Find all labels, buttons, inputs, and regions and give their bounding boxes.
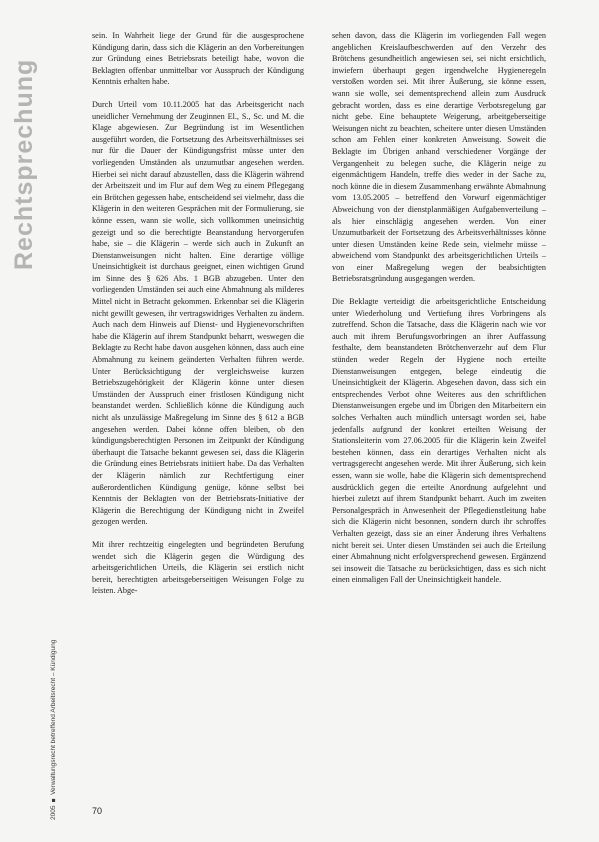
footer-note: 2005 ■ Verwaltungsrecht betreffend Arbeitsrecht – Kündigung bbox=[50, 639, 57, 820]
section-title: Rechtsprechung bbox=[10, 58, 38, 270]
left-column bbox=[92, 30, 304, 608]
paragraph: Durch Urteil vom 10.11.2005 hat das Arbeitsgericht nach uneidlicher Vernehmung der Zeuginnen El., S., Sc. und M. die Klage abgewiesen. Zur Begründung ist im Wesentlichen ausgeführt worden, die Fortsetzung des Arbeitsverhältnisses sei nur für die Dauer der Kündigungsfrist müsse unter den vorliegenden Umständen als unzumutbar angesehen werden. Hierbei sei nicht darauf abzustellen, dass die Klägerin während der Arbeitszeit und im Flur auf dem Weg zu einem Pflegegang ein Brötchen gegessen habe, entscheidend sei vielmehr, dass die Klägerin in den weiteren Gesprächen mit der Formulierung, sie könne essen, wann sie wolle, sich vollkommen uneinsichtig gezeigt und so die berechtigte Beanstandung hervorgerufen habe, sie – die Klägerin – werde sich auch in Zukunft an Dienstanweisungen nicht halten. Eine derartige völlige Uneinsichtigkeit ist durchaus geeignet, einen wichtigen Grund im Sinne des § 626 Abs. 1 BGB abzugeben. Unter den vorliegenden Umständen sei auch eine Abmahnung als milderes Mittel nicht in Betracht gekommen. Erkennbar sei die Klägerin nicht gewillt gewesen, ihr vertragswidriges Verhalten zu ändern. Auch nach dem Hinweis auf Dienst- und Hygienevorschriften habe die Klägerin auf ihrem Standpunkt beharrt, weswegen die Beklagte zu Recht habe davon ausgehen können, dass auch eine Abmahnung zu keinem geänderten Verhalten führen werde. Unter Berücksichtigung der vergleichsweise kurzen Betriebszugehörigkeit der Klägerin könne unter diesen Umständen der Ausspruch einer fristlosen Kündigung nicht beanstandet werden. Schließlich könne die Kündigung auch nicht als unzulässige Maßregelung im Sinne des § 612 a BGB angesehen werden. Dabei könne offen bleiben, ob den kündigungsberechtigten Personen im Zeitpunkt der Kündigung überhaupt die Tatsache bekannt gewesen sei, dass die Klägerin die Gründung eines Betriebsrats initiiert habe. Da das Verhalten der Klägerin nämlich zur Rechtfertigung einer außerordentlichen Kündigung genüge, könne selbst bei Kenntnis der Beklagten von der Betriebsrats-Initiative der Klägerin die Berechtigung der Kündigung nicht in Zweifel gezogen werden. bbox=[92, 99, 304, 527]
paragraph: Die Beklagte verteidigt die arbeitsgerichtliche Entscheidung unter Wiederholung und Vertiefung ihres Vorbringens als zutreffend. Schon die Tatsache, dass die Klägerin nach wie vor auch mit ihrem Berufungsvorbringen an ihrer Auffassung festhalte, dem beanstandeten Brötchenverzehr auf dem Flur stünden weder Regeln der Hygiene noch erteilte Dienstanweisungen entgegen, belege eindeutig die Uneinsichtigkeit der Klägerin. Abgesehen davon, dass sich ein entsprechendes Verbot ohne Weiteres aus den schriftlichen Dienstanweisungen ergebe und im Übrigen den Mitarbeitern ein solches Verhalten auch mündlich untersagt worden sei, habe jedenfalls aufgrund der konkret erteilten Weisung der Stationsleiterin vom 27.06.2005 für die Klägerin kein Zweifel bestehen können, dass ein derartiges Verhalten nicht als vertragsgerecht angesehen werde. Mit ihrer Äußerung, sich kein essen, wann sie wolle, habe die Klägerin sich dementsprechend ausdrücklich gegen die erteilte Anordnung aufgelehnt und hierbei zuletzt auf ihrem Standpunkt beharrt. Auch im zweiten Personalgespräch in Anwesenheit der Pflegedienstleitung habe sich die Klägerin nicht besonnen, sondern durch ihr schroffes Verhalten gezeigt, dass sie an einer Änderung ihres Verhaltens nicht bereit sei. Unter diesen Umständen sei auch die Erteilung einer Abmahnung nicht erfolgversprechend gewesen. Ergänzend sei insoweit die Tatsache zu berücksichtigen, dass es sich nicht einen einmaligen Fall der Uneinsichtigkeit handele. bbox=[332, 297, 546, 585]
right-column bbox=[332, 30, 546, 597]
page-number: 70 bbox=[92, 806, 103, 816]
paragraph: sein. In Wahrheit liege der Grund für die ausgesprochene Kündigung darin, dass sich die Klägerin an den Vorbereitungen zur Gründung eines Betriebsrats beteiligt habe, wovon die Beklagten offenbar unmittelbar vor Ausspruch der Kündigung Kenntnis erhalten habe. bbox=[92, 31, 304, 87]
paragraph: sehen davon, dass die Klägerin im vorliegenden Fall wegen angeblichen Kreislaufbeschwerden auf den Verzehr des Brötchens gesundheitlich angewiesen sei, sei nicht ersichtlich, inwiefern überhaupt gegen irgendwelche Hygieneregeln verstoßen worden sei. Mit ihrer Äußerung, sie könne essen, wann sie wolle, sei dementsprechend allein zum Ausdruck gebracht worden, dass es eine derartige Verbotsregelung gar nicht gebe. Eine behauptete Weigerung, arbeitgeberseitige Weisungen nicht zu beachten, scheitere unter diesen Umständen schon am Fehlen einer konkreten Anweisung. Soweit die Beklagte im Übrigen anhand verschiedener Vorgänge der Vergangenheit zu belegen suche, die Klägerin neige zu eigenmächtigem Handeln, treffe dies weder in der Sache zu, noch könne die in diesem Zusammenhang erwähnte Abmahnung vom 13.05.2005 – betreffend den Vorwurf eigenmächtiger Abweichung von der dienstplanmäßigen Aufgabenverteilung – als hier einschlägig angesehen werden. Von einer Unzumutbarkeit der Fortsetzung des Arbeitsverhältnisses könne unter diesen Umständen keine Rede sein, vielmehr müsse – abweichend vom Standpunkt des arbeitsgerichtlichen Urteils – von einer Maßregelung wegen der beabsichtigten Betriebsratsgründung ausgegangen werden. bbox=[332, 31, 546, 284]
paragraph: Mit ihrer rechtzeitig eingelegten und begründeten Berufung wendet sich die Klägerin gegen die Würdigung des arbeitsgerichtlichen Urteils, die Klägerin sei erstlich nicht bereit, berechtigten arbeitsgeberseitigen Weisungen Folge zu leisten. Abge- bbox=[92, 539, 304, 596]
